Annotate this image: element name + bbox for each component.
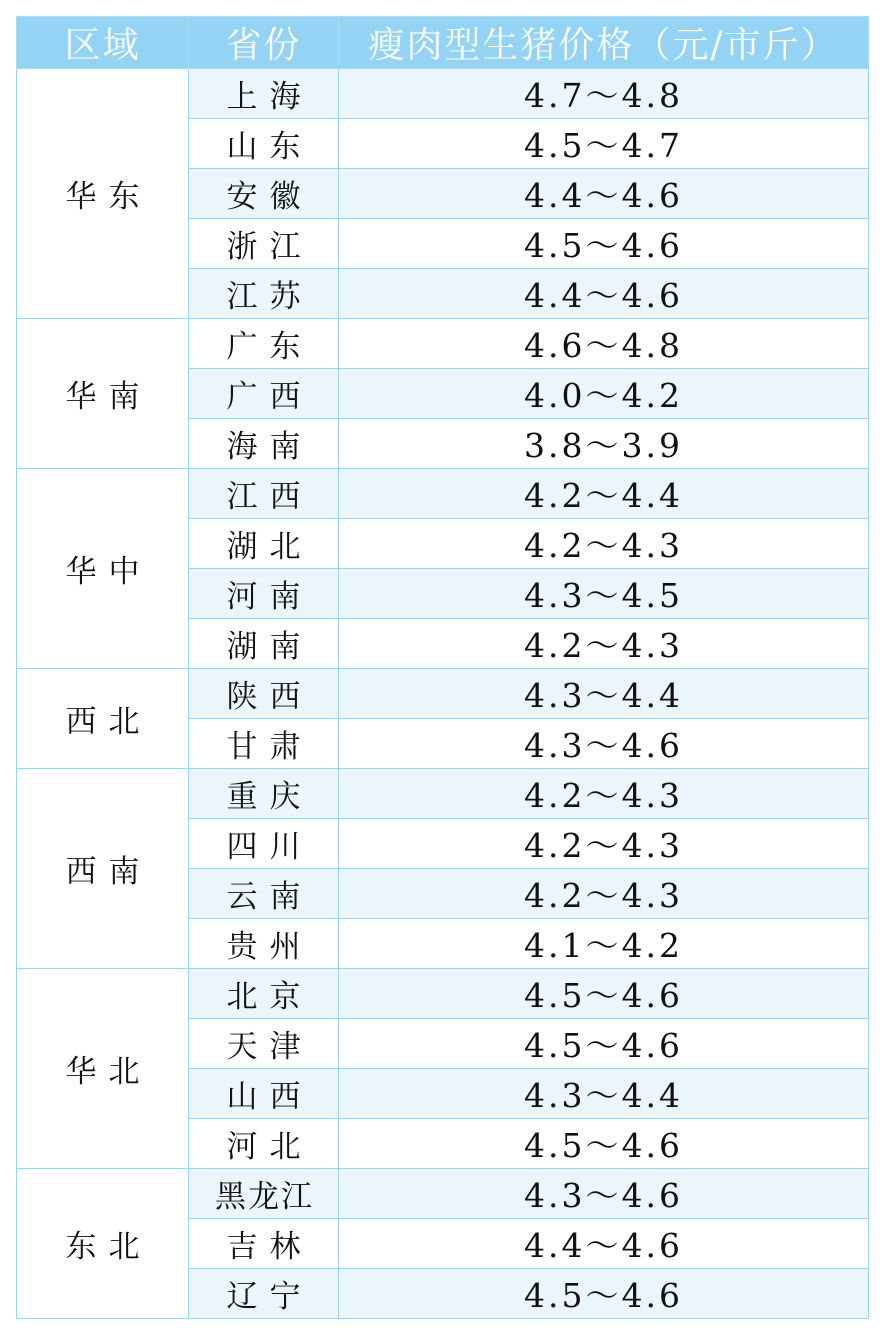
province-cell: 陕西 bbox=[189, 669, 339, 719]
price-cell: 4.3～4.6 bbox=[339, 1169, 869, 1219]
province-cell: 安徽 bbox=[189, 169, 339, 219]
price-cell: 4.5～4.6 bbox=[339, 1119, 869, 1169]
province-cell: 山东 bbox=[189, 119, 339, 169]
price-cell: 4.3～4.4 bbox=[339, 669, 869, 719]
region-cell: 华北 bbox=[17, 969, 189, 1169]
region-cell: 华南 bbox=[17, 319, 189, 469]
province-cell: 浙江 bbox=[189, 219, 339, 269]
province-cell: 天津 bbox=[189, 1019, 339, 1069]
price-cell: 4.2～4.3 bbox=[339, 519, 869, 569]
region-cell: 华东 bbox=[17, 69, 189, 319]
province-cell: 山西 bbox=[189, 1069, 339, 1119]
province-cell: 河南 bbox=[189, 569, 339, 619]
price-cell: 4.0～4.2 bbox=[339, 369, 869, 419]
table-header bbox=[17, 17, 869, 69]
price-cell: 3.8～3.9 bbox=[339, 419, 869, 469]
table-row bbox=[17, 769, 869, 819]
table-row bbox=[17, 969, 869, 1019]
region-cell: 西南 bbox=[17, 769, 189, 969]
province-cell: 重庆 bbox=[189, 769, 339, 819]
province-cell: 湖北 bbox=[189, 519, 339, 569]
province-cell: 甘肃 bbox=[189, 719, 339, 769]
header-region: 区域 bbox=[17, 17, 189, 69]
price-cell: 4.4～4.6 bbox=[339, 169, 869, 219]
province-cell: 海南 bbox=[189, 419, 339, 469]
region-cell: 华中 bbox=[17, 469, 189, 669]
price-cell: 4.1～4.2 bbox=[339, 919, 869, 969]
price-cell: 4.3～4.4 bbox=[339, 1069, 869, 1119]
province-cell: 北京 bbox=[189, 969, 339, 1019]
price-cell: 4.2～4.3 bbox=[339, 869, 869, 919]
price-cell: 4.5～4.6 bbox=[339, 1269, 869, 1319]
header-province: 省份 bbox=[189, 17, 339, 69]
price-cell: 4.5～4.6 bbox=[339, 219, 869, 269]
price-cell: 4.3～4.6 bbox=[339, 719, 869, 769]
table-body bbox=[17, 69, 869, 1319]
price-cell: 4.7～4.8 bbox=[339, 69, 869, 119]
province-cell: 贵州 bbox=[189, 919, 339, 969]
header-row bbox=[17, 17, 869, 69]
province-cell: 吉林 bbox=[189, 1219, 339, 1269]
header-price: 瘦肉型生猪价格（元/市斤） bbox=[339, 17, 869, 69]
province-cell: 河北 bbox=[189, 1119, 339, 1169]
price-cell: 4.5～4.7 bbox=[339, 119, 869, 169]
province-cell: 江西 bbox=[189, 469, 339, 519]
price-cell: 4.3～4.5 bbox=[339, 569, 869, 619]
price-cell: 4.6～4.8 bbox=[339, 319, 869, 369]
price-cell: 4.2～4.3 bbox=[339, 619, 869, 669]
province-cell: 江苏 bbox=[189, 269, 339, 319]
province-cell: 广西 bbox=[189, 369, 339, 419]
province-cell: 广东 bbox=[189, 319, 339, 369]
province-cell: 辽宁 bbox=[189, 1269, 339, 1319]
province-cell: 上海 bbox=[189, 69, 339, 119]
price-cell: 4.4～4.6 bbox=[339, 1219, 869, 1269]
province-cell: 四川 bbox=[189, 819, 339, 869]
region-cell: 东北 bbox=[17, 1169, 189, 1319]
province-cell: 湖南 bbox=[189, 619, 339, 669]
region-cell: 西北 bbox=[17, 669, 189, 769]
price-cell: 4.2～4.3 bbox=[339, 819, 869, 869]
price-cell: 4.2～4.4 bbox=[339, 469, 869, 519]
pork-price-table bbox=[16, 16, 869, 1319]
price-cell: 4.4～4.6 bbox=[339, 269, 869, 319]
table-row bbox=[17, 319, 869, 369]
price-cell: 4.2～4.3 bbox=[339, 769, 869, 819]
table-row bbox=[17, 1169, 869, 1219]
province-cell: 云南 bbox=[189, 869, 339, 919]
table-row bbox=[17, 469, 869, 519]
price-cell: 4.5～4.6 bbox=[339, 1019, 869, 1069]
price-cell: 4.5～4.6 bbox=[339, 969, 869, 1019]
table-row bbox=[17, 69, 869, 119]
province-cell: 黑龙江 bbox=[189, 1169, 339, 1219]
table-row bbox=[17, 669, 869, 719]
